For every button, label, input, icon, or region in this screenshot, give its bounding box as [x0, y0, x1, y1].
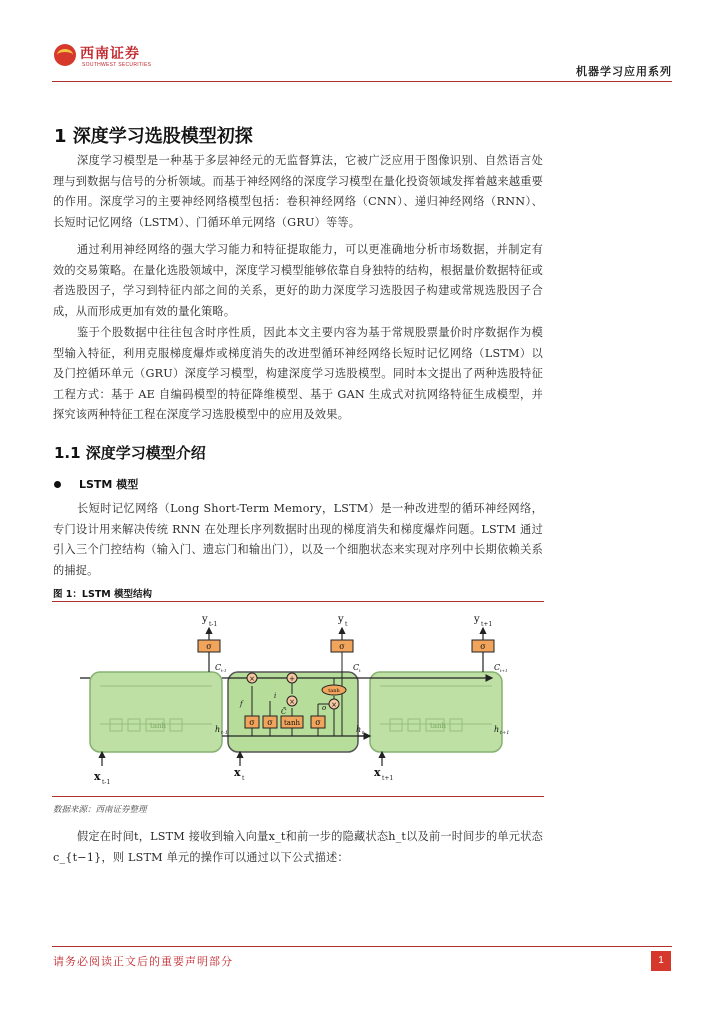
output-gate-label: o	[322, 704, 327, 712]
c-next-sub: t+1	[500, 668, 508, 673]
h-next: h	[494, 725, 500, 734]
y-next: y	[474, 614, 480, 625]
x-next: x	[374, 766, 381, 779]
paragraph-1: 深度学习模型是一种基于多层神经元的无监督算法，它被广泛应用于图像识别、自然语言处理与到数据与信号的分析领域。而基于神经网络的深度学习模型在量化投资领域发挥着越来越重要的作用。深度学习的主要神经网络模型包括：卷积神经网络（CNN）、递归神经网络（RNN）、长短时记忆网络（LSTM）、门循环单元网络（GRU）等等。	[53, 154, 543, 229]
forget-gate-label: f	[240, 700, 243, 708]
forget-gate-sigma: σ	[249, 718, 255, 727]
lstm-cell-prev	[90, 672, 222, 752]
input-gate-label: i	[274, 692, 277, 700]
subsection-heading: 1.1 深度学习模型介绍	[54, 444, 206, 462]
y-cur: y	[338, 614, 344, 625]
lstm-cell-next	[370, 672, 502, 752]
bullet-title: LSTM 模型	[79, 478, 139, 491]
svg-text:+: +	[289, 675, 295, 683]
y-cur-sub: t	[345, 621, 348, 628]
logo-text-cn: 西南证券	[80, 46, 140, 62]
h-next-sub: t+1	[500, 730, 510, 736]
logo-swoosh-icon	[57, 49, 73, 61]
prev-tanh-label: tanh	[150, 722, 167, 730]
c-prev: C	[215, 663, 222, 672]
y-prev-sub: t-1	[209, 621, 218, 628]
svg-text:×: ×	[249, 675, 255, 683]
h-prev-sub: t-1	[221, 730, 228, 736]
disclaimer-notice: 请务必阅读正文后的重要声明部分	[53, 955, 233, 968]
candidate-label: C̃	[281, 708, 287, 716]
section-heading: 1 深度学习选股模型初探	[54, 126, 253, 147]
x-prev-sub: t-1	[102, 779, 111, 786]
c-cur-sub: t	[359, 668, 361, 673]
h-prev: h	[215, 725, 221, 734]
candidate-tanh: tanh	[283, 719, 301, 727]
c-prev-sub: t-1	[221, 668, 227, 673]
x-prev: x	[94, 770, 101, 783]
h-cur: h	[356, 725, 362, 734]
series-title: 机器学习应用系列	[576, 65, 672, 78]
x-next-sub: t+1	[382, 775, 394, 782]
c-next: C	[494, 663, 501, 672]
paragraph-3: 鉴于个股数据中往往包含时序性质，因此本文主要内容为基于常规股票量价时序数据作为模型输入特征，利用克服梯度爆炸或梯度消失的改进型循环神经网络长短时记忆网络（LSTM）以及门控循环单元（GRU）深度学习模型，构建深度学习选股模型。同时本文提出了两种选股特征工程方式：基于 AE 自编码模型的特征降维模型、基于 GAN 生成式对抗网络特征生成模型，并探究该两种特征工程在深度学习选股模型中的应用及效果。	[53, 326, 543, 421]
h-cur-sub: t	[362, 730, 365, 736]
header-divider	[52, 81, 672, 82]
cell-tanh: tanh	[328, 688, 340, 694]
x-cur-sub: t	[242, 775, 245, 782]
output-gate-sigma: σ	[315, 718, 321, 727]
svg-text:×: ×	[331, 701, 337, 709]
input-gate-sigma: σ	[267, 718, 273, 727]
c-cur: C	[353, 663, 360, 672]
paragraph-after-figure: 假定在时间t，LSTM 接收到输入向量x_t和前一步的隐藏状态h_t以及前一时间步的单元状态c_{t−1}，则 LSTM 单元的操作可以通过以下公式描述：	[53, 830, 543, 864]
svg-text:×: ×	[289, 698, 295, 706]
paragraph-lstm: 长短时记忆网络（Long Short-Term Memory，LSTM）是一种改进型的循环神经网络，专门设计用来解决传统 RNN 在处理长序列数据时出现的梯度消失和梯度爆炸问题。LSTM 通过引入三个门控结构（输入门、遗忘门和输出门），以及一个细胞状态来实现对序列中长期依赖关系的捕捉。	[53, 502, 543, 577]
out-sigma-prev: σ	[206, 642, 212, 651]
y-next-sub: t+1	[481, 621, 493, 628]
lstm-diagram	[80, 606, 530, 792]
lstm-cell-current	[228, 672, 358, 752]
out-sigma-cur: σ	[339, 642, 345, 651]
figure-source: 数据来源：西南证券整理	[53, 805, 147, 815]
figure-bottom-rule	[52, 796, 544, 797]
x-cur: x	[234, 766, 241, 779]
next-tanh-label: tanh	[430, 722, 447, 730]
figure-top-rule	[52, 601, 544, 602]
page-number: 1	[651, 951, 671, 971]
logo-text-en: SOUTHWEST SECURITIES	[82, 62, 152, 68]
y-prev: y	[202, 614, 208, 625]
figure-caption: 图 1：LSTM 模型结构	[53, 589, 153, 600]
footer-divider	[52, 946, 672, 947]
paragraph-2: 通过利用神经网络的强大学习能力和特征提取能力，可以更准确地分析市场数据，并制定有效的交易策略。在量化选股领域中，深度学习模型能够依靠自身独特的结构，根据量价数据特征或者选股因子，学习到特征内部之间的关系，更好的助力深度学习选股因子构建或常规选股因子合成，从而形成更加有效的量化策略。	[53, 243, 543, 318]
out-sigma-next: σ	[480, 642, 486, 651]
bullet-icon	[54, 481, 61, 488]
